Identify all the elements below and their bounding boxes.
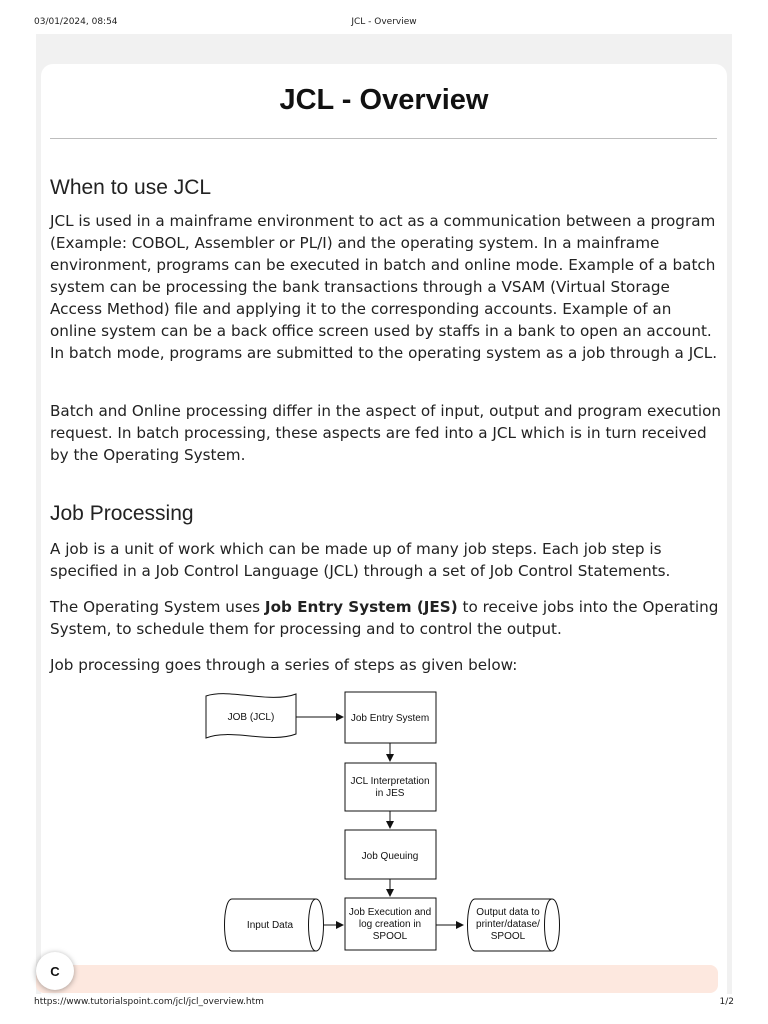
job-entry-system-label: Job Entry System xyxy=(350,713,430,724)
output-label-line1: Output data to xyxy=(476,907,540,918)
jes-text-before: The Operating System uses xyxy=(50,598,265,616)
job-queuing-label: Job Queuing xyxy=(361,851,419,862)
input-data-label: Input Data xyxy=(246,920,294,931)
print-title: JCL - Overview xyxy=(351,17,417,27)
print-header xyxy=(34,17,734,29)
paragraph-steps-intro: Job processing goes through a series of steps as given below: xyxy=(50,656,518,674)
section-heading-job-processing: Job Processing xyxy=(50,502,194,525)
output-label-line2: printer/datase/ xyxy=(476,919,540,930)
paragraph-job-definition: A job is a unit of work which can be made up of many job steps. Each job step is specified in a Job Control Language (JCL) through a set of Job Control Statements. xyxy=(50,540,671,580)
job-jcl-label: JOB (JCL) xyxy=(227,712,275,723)
job-execution-label-line1: Job Execution and xyxy=(348,907,432,918)
paragraph-batch-online: Batch and Online processing differ in the aspect of input, output and program execution request. In batch processing, these aspects are fed into a JCL which is in turn received by the Operating System. xyxy=(50,402,722,464)
print-url: https://www.tutorialspoint.com/jcl/jcl_overview.htm xyxy=(34,997,264,1007)
jes-text-after: to receive jobs into the Operating System, to schedule them for processing and to control the output. xyxy=(50,598,719,638)
print-page-number: 1/2 xyxy=(719,997,734,1007)
paragraph-jcl-usage: JCL is used in a mainframe environment to act as a communication between a program (Example: COBOL, Assembler or PL/I) and the operating system. In a mainframe environment, programs can be executed in batch and online mode. Example of a batch system can be processing the bank transactions through a VSAM (Virtual Storage Access Method) file and applying it to the corresponding accounts. Example of an online system can be a back office screen used by staffs in a bank to open an account. In batch mode, programs are submitted to the operating system as a job through a JCL. xyxy=(50,212,718,362)
job-execution-label-line2: log creation in xyxy=(358,919,422,930)
jes-bold-term: Job Entry System (JES) xyxy=(264,598,458,616)
job-processing-flowchart xyxy=(200,684,570,956)
jcl-interpretation-node xyxy=(345,763,436,811)
title-divider xyxy=(50,138,717,139)
jcl-interpretation-label-line1: JCL Interpretation xyxy=(350,776,430,787)
notice-banner xyxy=(36,965,718,993)
job-execution-label-line3: SPOOL xyxy=(372,931,408,942)
paragraph-jes xyxy=(50,596,722,640)
section-heading-when-to-use: When to use JCL xyxy=(50,176,212,199)
page-title: JCL - Overview xyxy=(279,84,489,116)
print-datetime: 03/01/2024, 08:54 xyxy=(34,17,118,27)
output-label-line3: SPOOL xyxy=(490,931,526,942)
jcl-interpretation-label-line2: in JES xyxy=(375,788,405,799)
print-footer xyxy=(34,997,734,1009)
floating-action-button[interactable]: C xyxy=(36,952,74,990)
